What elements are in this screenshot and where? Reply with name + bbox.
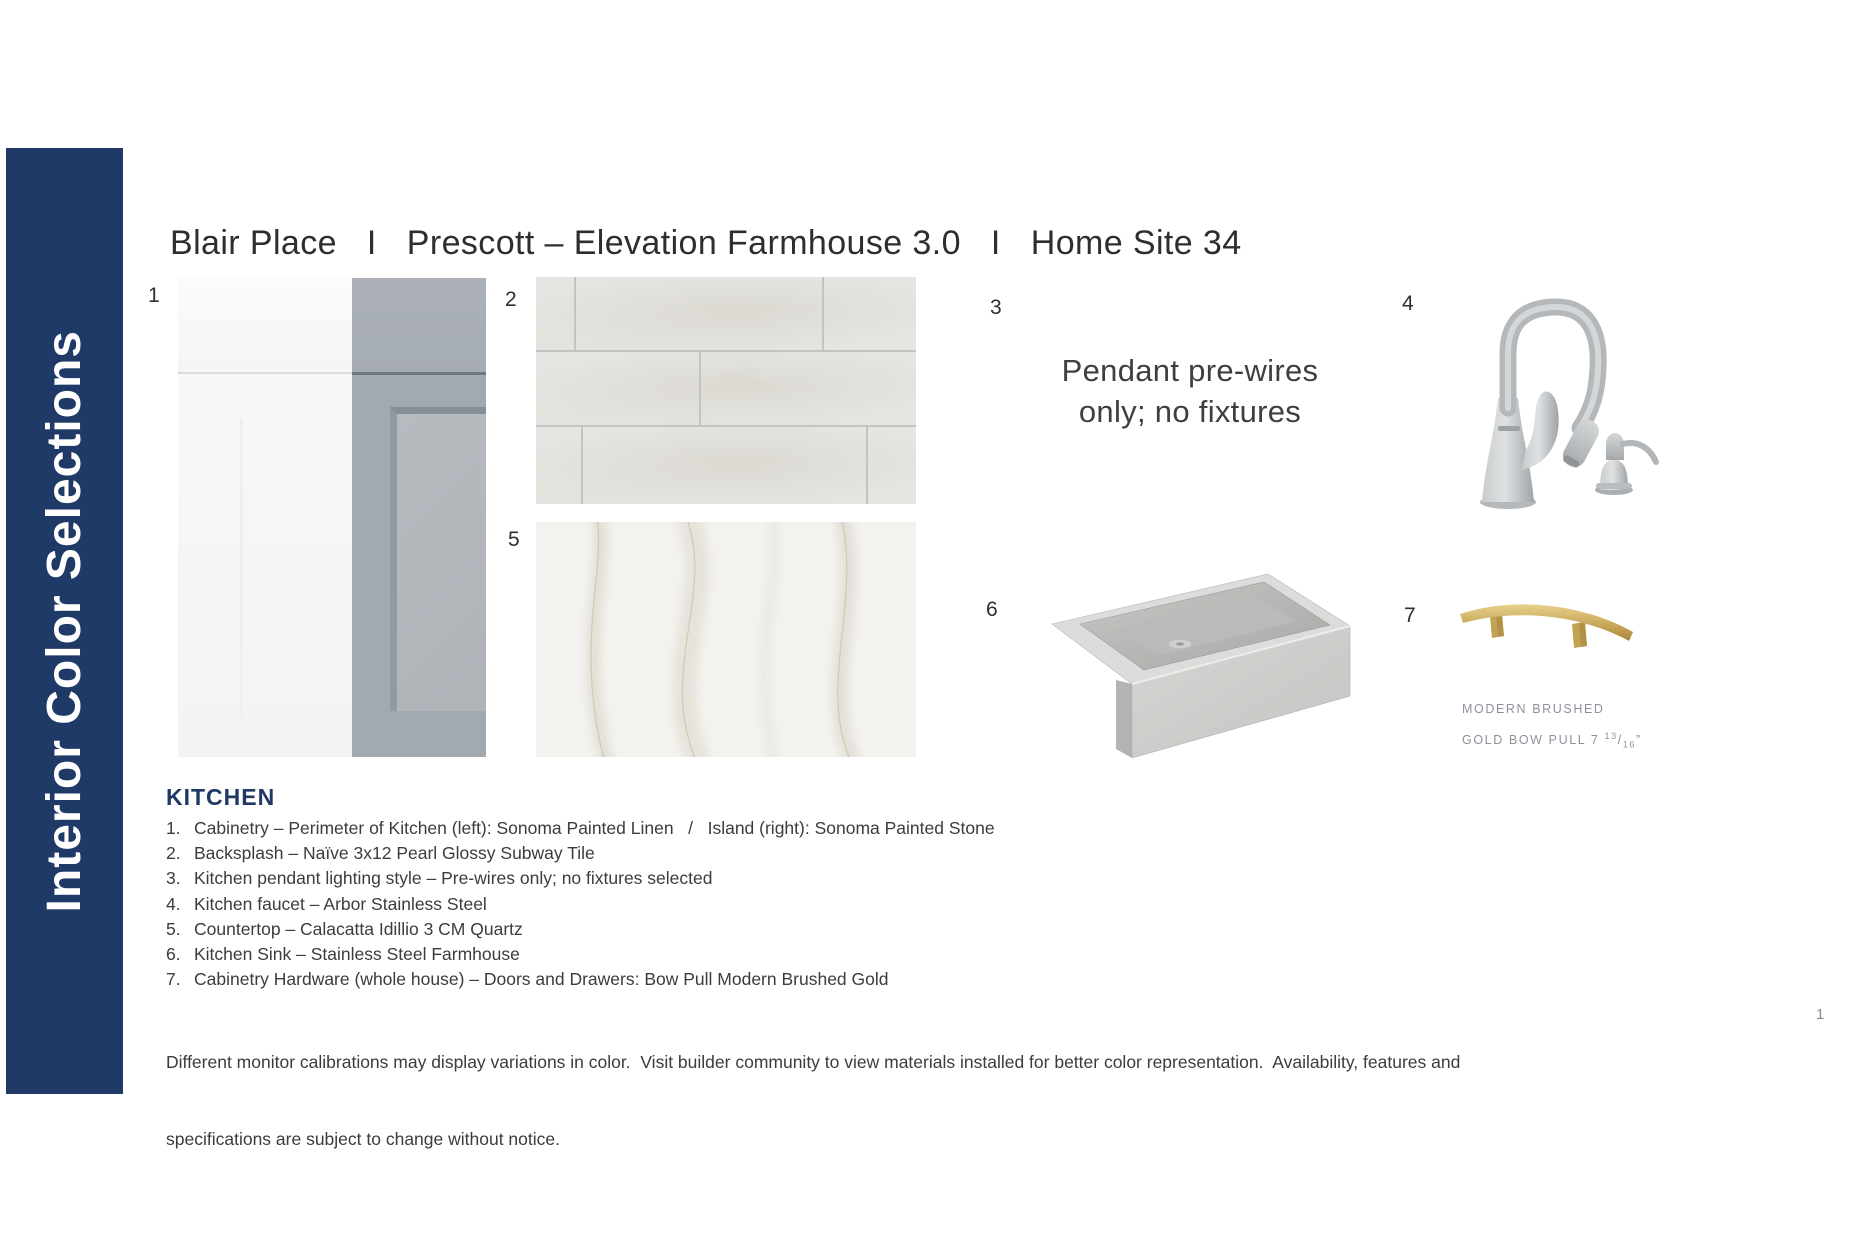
tile-grout-joint (699, 352, 701, 425)
list-item-text: Countertop – Calacatta Idillio 3 CM Quartz (194, 918, 523, 939)
list-item-text: Kitchen Sink – Stainless Steel Farmhouse (194, 944, 520, 965)
sample-number-7: 7 (1404, 604, 1416, 627)
cabinetry-sample-image (178, 278, 486, 757)
tile-grout-joint (581, 427, 583, 504)
hardware-caption-size-prefix: GOLD BOW PULL 7 (1462, 733, 1605, 748)
hardware-fraction-denominator: 16 (1622, 739, 1637, 750)
list-item (166, 967, 995, 992)
hardware-pull-image (1452, 592, 1640, 650)
header-site: Home Site 34 (1030, 224, 1242, 262)
hardware-caption (1462, 696, 1642, 759)
tile-row (536, 352, 916, 425)
list-item (166, 816, 995, 841)
tile-grout-joint (822, 277, 824, 350)
pendant-note-line1: Pendant pre-wires (1061, 353, 1319, 388)
list-item-number: 6. (166, 944, 181, 965)
tile-row (536, 427, 916, 504)
list-item-text: Cabinetry Hardware (whole house) – Doors and Drawers: Bow Pull Modern Brushed Gold (194, 969, 889, 990)
list-item-number: 4. (166, 893, 181, 914)
hardware-fraction-slash: / (1617, 733, 1623, 748)
hardware-caption-line1: MODERN BRUSHED (1462, 702, 1605, 716)
pendant-note-line2: only; no fixtures (1078, 394, 1302, 429)
sample-number-1: 1 (148, 284, 160, 307)
header-separator: I (990, 224, 1001, 262)
disclaimer-line2: specifications are subject to change without notice. (166, 1128, 560, 1149)
header-project: Blair Place (170, 224, 337, 262)
quartz-veining (536, 522, 916, 757)
disclaimer-text (166, 999, 1460, 1203)
kitchen-selections-list (166, 816, 995, 992)
cabinet-stone-drawer-front (352, 278, 486, 375)
pendant-note (1020, 350, 1360, 432)
sample-number-2: 2 (505, 288, 517, 311)
cabinet-stone-recessed-panel (390, 407, 486, 711)
list-item (166, 841, 995, 866)
hardware-caption-line2 (1462, 723, 1642, 759)
sample-number-4: 4 (1402, 292, 1414, 315)
tile-grout-joint (866, 427, 868, 504)
header-plan: Prescott – Elevation Farmhouse 3.0 (406, 224, 961, 262)
header-separator: I (366, 224, 377, 262)
disclaimer-line1: Different monitor calibrations may display variations in color. Visit builder community to view materials installed for better color representation. Availability, features and (166, 1052, 1461, 1072)
gold-bow-pull-illustration (1452, 592, 1640, 650)
cabinet-linen-drawer-front (178, 278, 352, 374)
kitchen-section-heading: KITCHEN (166, 784, 276, 810)
backsplash-tile-sample-image (536, 277, 916, 504)
list-item-text: Cabinetry – Perimeter of Kitchen (left): Sonoma Painted Linen / Island (right): Sonoma Painted Stone (194, 818, 995, 838)
faucet-illustration (1468, 278, 1663, 513)
sample-number-6: 6 (986, 598, 998, 621)
page-title (170, 224, 1242, 263)
tile-grout-joint (574, 277, 576, 350)
list-item-number: 2. (166, 843, 181, 864)
faucet-image (1468, 278, 1663, 513)
list-item (166, 917, 995, 942)
sink-image (1028, 568, 1352, 762)
list-item-number: 1. (166, 818, 181, 838)
sample-number-5: 5 (508, 528, 520, 551)
cabinet-linen-door (178, 278, 352, 757)
list-item (166, 942, 995, 967)
tile-row (536, 277, 916, 350)
list-item-text: Kitchen pendant lighting style – Pre-wires only; no fixtures selected (194, 868, 713, 889)
cabinet-linen-stile-line (240, 418, 243, 718)
cabinet-stone-shaker-door (352, 375, 486, 757)
sidebar-title: Interior Color Selections (38, 329, 91, 913)
hardware-fraction-numerator: 13 (1604, 731, 1618, 741)
page-number: 1 (1816, 1006, 1825, 1023)
sink-illustration (1028, 568, 1352, 762)
cabinet-stone-door (352, 278, 486, 757)
hardware-inches-mark: ” (1636, 733, 1642, 748)
sample-number-3: 3 (990, 296, 1002, 319)
list-item-text: Kitchen faucet – Arbor Stainless Steel (194, 893, 487, 914)
list-item (166, 892, 995, 917)
list-item-number: 3. (166, 868, 181, 889)
countertop-quartz-sample-image (536, 522, 916, 757)
list-item (166, 866, 995, 891)
list-item-text: Backsplash – Naïve 3x12 Pearl Glossy Subway Tile (194, 843, 595, 864)
list-item-number: 5. (166, 918, 181, 939)
list-item-number: 7. (166, 969, 181, 990)
sidebar-banner (6, 148, 123, 1094)
